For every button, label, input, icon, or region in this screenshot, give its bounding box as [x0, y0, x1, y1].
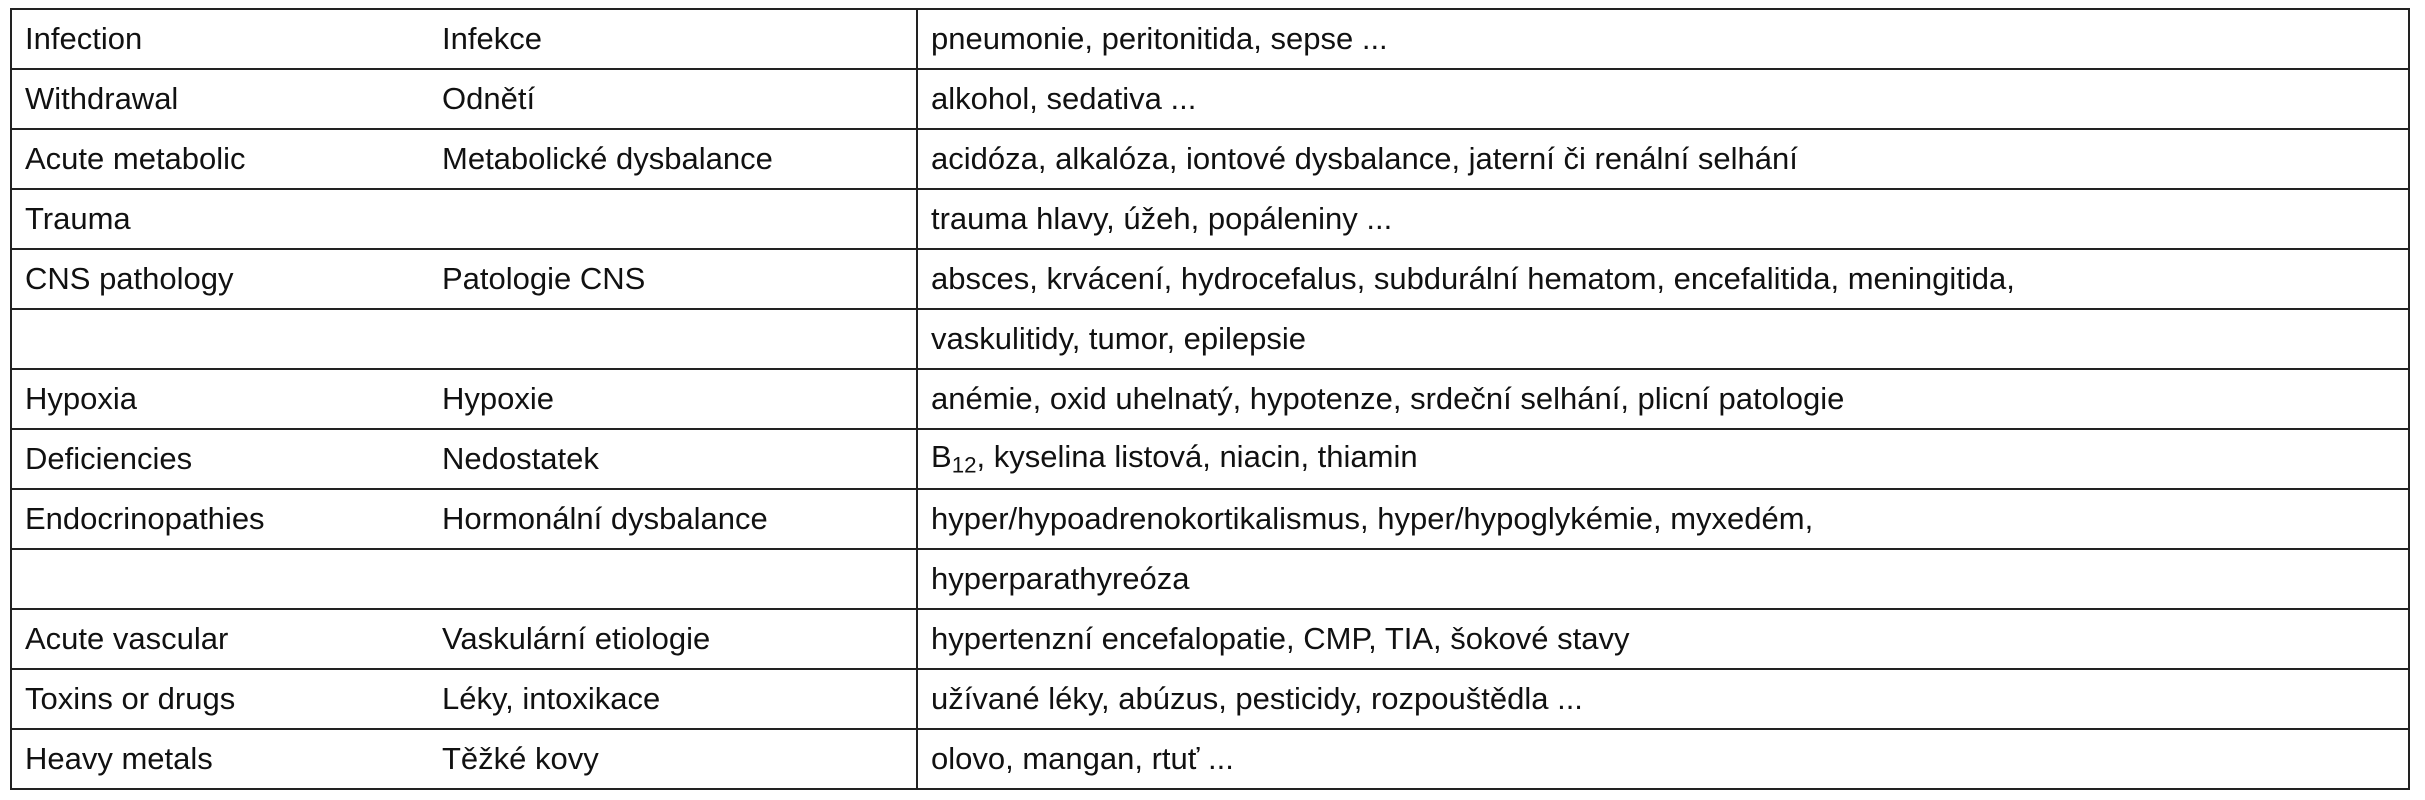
table-row: [12, 69, 2408, 129]
description-cell: alkohol, sedativa ...: [917, 69, 2408, 129]
table-row: [12, 369, 2408, 429]
english-term-cell: Withdrawal: [12, 69, 429, 129]
english-term-cell: Hypoxia: [12, 369, 429, 429]
english-term-cell: CNS pathology: [12, 249, 429, 309]
table-row: [12, 10, 2408, 69]
description-cell: acidóza, alkalóza, iontové dysbalance, jaterní či renální selhání: [917, 129, 2408, 189]
czech-term-cell: Patologie CNS: [429, 249, 917, 309]
description-cell: absces, krvácení, hydrocefalus, subdurální hematom, encefalitida, meningitida,: [917, 249, 2408, 309]
description-cell: hyper/hypoadrenokortikalismus, hyper/hypoglykémie, myxedém,: [917, 489, 2408, 549]
table-row: [12, 309, 2408, 369]
czech-term-cell: Odnětí: [429, 69, 917, 129]
english-term-cell: Acute vascular: [12, 609, 429, 669]
czech-term-cell: Infekce: [442, 20, 542, 56]
table-row: [12, 189, 2408, 249]
table-row: [12, 669, 2408, 729]
table-body: [12, 10, 2408, 788]
table-row: [12, 129, 2408, 189]
czech-term-cell: Hypoxie: [429, 369, 917, 429]
english-term-cell: Toxins or drugs: [12, 669, 429, 729]
czech-term-cell: [429, 309, 917, 369]
english-term-cell: Trauma: [12, 189, 429, 249]
description-cell: anémie, oxid uhelnatý, hypotenze, srdeční selhání, plicní patologie: [917, 369, 2408, 429]
description-cell: olovo, mangan, rtuť ...: [917, 729, 2408, 788]
description-cell: hyperparathyreóza: [917, 549, 2408, 609]
czech-term-cell: Nedostatek: [429, 429, 917, 489]
english-term-cell: Infection: [25, 20, 143, 56]
english-term-cell: Endocrinopathies: [12, 489, 429, 549]
table-row: [12, 429, 2408, 489]
description-cell: užívané léky, abúzus, pesticidy, rozpouštědla ...: [917, 669, 2408, 729]
table-row: [12, 489, 2408, 549]
czech-term-cell: Vaskulární etiologie: [429, 609, 917, 669]
english-term-cell: Deficiencies: [12, 429, 429, 489]
table-row: [12, 249, 2408, 309]
czech-term-cell: [429, 189, 917, 249]
vitamin-subscript: 12: [951, 452, 977, 478]
english-term-cell: [12, 309, 429, 369]
czech-term-cell: [429, 549, 917, 609]
etiology-table: [12, 10, 2408, 788]
czech-term-cell: Těžké kovy: [429, 729, 917, 788]
description-cell: trauma hlavy, úžeh, popáleniny ...: [917, 189, 2408, 249]
description-cell: hypertenzní encefalopatie, CMP, TIA, šokové stavy: [917, 609, 2408, 669]
english-term-cell: [12, 549, 429, 609]
czech-term-cell: Hormonální dysbalance: [429, 489, 917, 549]
english-term-cell: Acute metabolic: [12, 129, 429, 189]
table-row: [12, 609, 2408, 669]
description-cell: [917, 429, 2408, 489]
english-term-cell: Heavy metals: [12, 729, 429, 788]
description-text: , kyselina listová, niacin, thiamin: [976, 439, 1418, 475]
description-cell: vaskulitidy, tumor, epilepsie: [917, 309, 2408, 369]
table-frame: [10, 8, 2410, 790]
vitamin-label: B: [931, 439, 952, 475]
czech-term-cell: Metabolické dysbalance: [429, 129, 917, 189]
table-row: [12, 729, 2408, 788]
description-cell: pneumonie, peritonitida, sepse ...: [917, 10, 2408, 69]
czech-term-cell: Léky, intoxikace: [429, 669, 917, 729]
table-row: [12, 549, 2408, 609]
